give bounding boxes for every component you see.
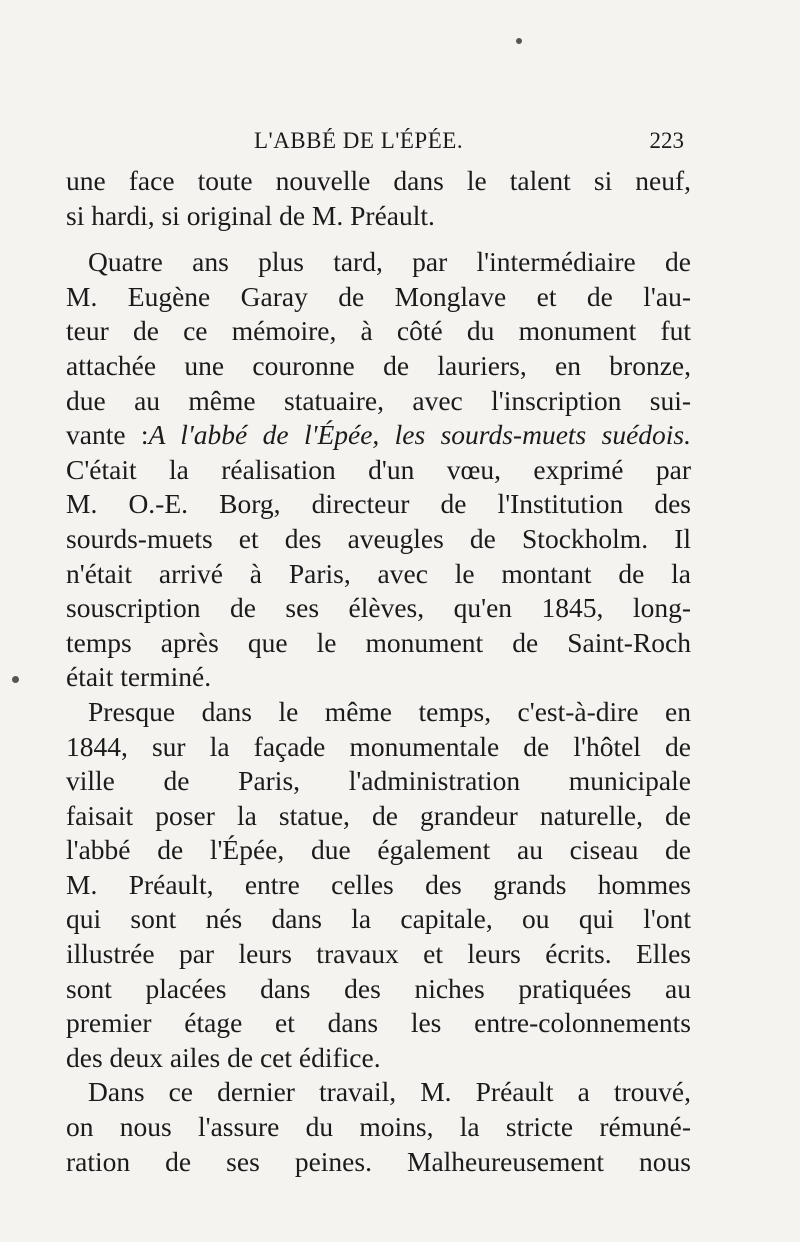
text-line: si hardi, si original de M. Préault. [66,199,435,231]
text-line: faisait poser la statue, de grandeur naturelle, de [66,799,691,831]
text-segment: vante : [66,419,149,451]
text-line: sourds-muets et des aveugles de Stockholm. Il [66,522,691,554]
text-line: M. O.-E. Borg, directeur de l'Institution des [66,488,691,520]
paragraph [66,164,691,233]
text-line: Quatre ans plus tard, par l'intermédiaire de [88,246,691,278]
text-line: ration de ses peines. Malheureusement nous [66,1145,691,1177]
text-line: une face toute nouvelle dans le talent si neuf, [66,165,691,196]
ink-speck [516,38,522,44]
page-number: 223 [649,128,684,153]
running-head [74,128,684,158]
text-line: ville de Paris, l'administration municipale [66,765,691,797]
text-line: teur de ce mémoire, à côté du monument fut [66,315,691,347]
text-line: était terminé. [66,661,212,693]
paragraph [66,245,691,695]
text-line: sont placées dans des niches pratiquées au [66,972,691,1004]
text-line: illustrée par leurs travaux et leurs écrits. Elles [66,938,691,970]
ink-speck [12,676,19,683]
text-line: on nous l'assure du moins, la stricte rémuné- [66,1111,691,1143]
text-line: due au même statuaire, avec l'inscription sui- [66,384,691,416]
text-line: l'abbé de l'Épée, due également au ciseau de [66,834,691,866]
body-text [66,164,691,1179]
paragraph [66,1075,691,1179]
text-line: M. Préault, entre celles des grands hommes [66,868,691,900]
running-title: L'ABBÉ DE L'ÉPÉE. [254,128,464,153]
text-line: Dans ce dernier travail, M. Préault a trouvé, [88,1076,691,1108]
text-line: qui sont nés dans la capitale, ou qui l'ont [66,903,691,935]
text-line: temps après que le monument de Saint-Roch [66,626,691,658]
text-line: n'était arrivé à Paris, avec le montant de la [66,557,691,589]
text-line: premier étage et dans les entre-colonnements [66,1007,691,1039]
text-line: M. Eugène Garay de Monglave et de l'au- [66,280,691,312]
text-line: souscription de ses élèves, qu'en 1845, long- [66,592,691,624]
text-line: des deux ailes de cet édifice. [66,1041,381,1073]
inscription: A l'abbé de l'Épée, les sourds-muets suédois. [148,419,691,451]
paragraph [66,695,691,1076]
text-line: C'était la réalisation d'un vœu, exprimé par [66,453,691,485]
text-line: Presque dans le même temps, c'est-à-dire en [88,695,691,727]
text-line: attachée une couronne de lauriers, en bronze, [66,349,691,381]
text-line: 1844, sur la façade monumentale de l'hôtel de [66,730,691,762]
text-line-with-inscription [66,418,691,453]
